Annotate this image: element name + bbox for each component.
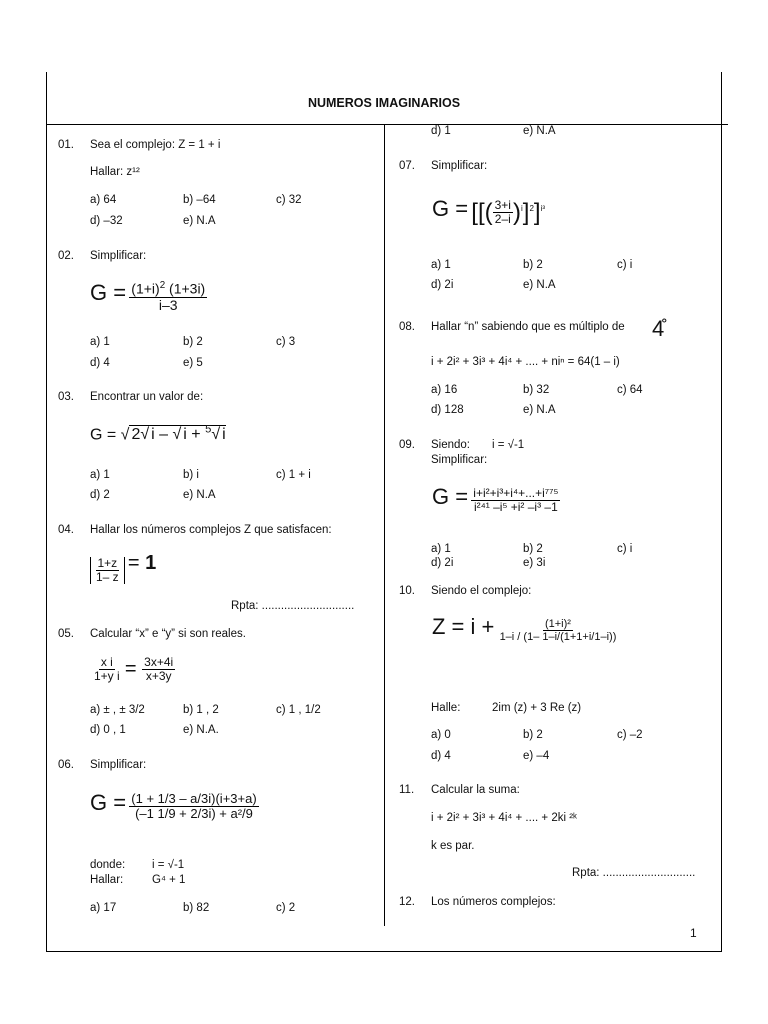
- page-title: NUMEROS IMAGINARIOS: [307, 96, 461, 110]
- page-number: 1: [690, 926, 697, 940]
- q08-number: 08.: [399, 321, 415, 333]
- q02-opt-b: b) 2: [183, 336, 203, 348]
- q01-number: 01.: [58, 139, 74, 151]
- q07-formula: G = [[( $\frac{3+i}{2-i}$ )$^i$]$^2$]$^{i^3}$: [432, 196, 546, 227]
- q10-opt-c: c) –2: [617, 729, 643, 741]
- q04-number: 04.: [58, 524, 74, 536]
- q03-opt-a: a) 1: [90, 469, 110, 481]
- column-divider: [384, 124, 385, 926]
- q02-opt-a: a) 1: [90, 336, 110, 348]
- q07-opt-e: e) N.A: [523, 279, 556, 291]
- q05-opt-b: b) 1 , 2: [183, 704, 219, 716]
- q06-opt-e: e) N.A: [523, 125, 556, 137]
- q03-formula: G = √ 2√ i – √ i + $^5$√ i: [90, 424, 226, 444]
- q05-opt-e: e) N.A.: [183, 724, 219, 736]
- q03-opt-c: c) 1 + i: [276, 469, 311, 481]
- q01-opt-d: d) –32: [90, 215, 123, 227]
- q07-opt-b: b) 2: [523, 259, 543, 271]
- q07-opt-c: c) i: [617, 259, 633, 271]
- q06-formula: G = $\frac{(1 + 1/3 - a/3i)(i+3+a)}{\text{(–1 1/9 + 2/3i) + a²/9}}$: [90, 790, 257, 822]
- q01-opt-a: a) 64: [90, 194, 117, 206]
- q09-opt-e: e) 3i: [523, 557, 546, 569]
- q01-opt-c: c) 32: [276, 194, 302, 206]
- q07-number: 07.: [399, 160, 415, 172]
- q05-opt-a: a) ± , ± 3/2: [90, 704, 145, 716]
- q06-donde-value: i = √-1: [152, 859, 185, 871]
- q05-opt-c: c) 1 , 1/2: [276, 704, 321, 716]
- q07-opt-a: a) 1: [431, 259, 451, 271]
- q02-opt-c: c) 3: [276, 336, 296, 348]
- q05-opt-d: d) 0 , 1: [90, 724, 126, 736]
- q06-hallar-value: G⁴ + 1: [152, 874, 186, 886]
- q09-opt-c: c) i: [617, 543, 633, 555]
- q01-opt-b: b) –64: [183, 194, 216, 206]
- q06-text: Simplificar:: [90, 759, 147, 771]
- q03-opt-b: b) i: [183, 469, 199, 481]
- q06-opt-c: c) 2: [276, 902, 296, 914]
- page-frame-bottom: [46, 951, 722, 952]
- q02-text: Simplificar:: [90, 250, 147, 262]
- q08-opt-d: d) 128: [431, 404, 464, 416]
- q03-opt-e: e) N.A: [183, 489, 216, 501]
- q06-number: 06.: [58, 759, 74, 771]
- q06-opt-b: b) 82: [183, 902, 210, 914]
- q05-number: 05.: [58, 628, 74, 640]
- q10-opt-b: b) 2: [523, 729, 543, 741]
- q09-number: 09.: [399, 439, 415, 451]
- q10-formula: Z = i + $\frac{\text{(1+i)²}}{1-i / (1- 1-i/(1+1+i/1-i))}$: [432, 614, 617, 644]
- q09-opt-a: a) 1: [431, 543, 451, 555]
- q09-opt-b: b) 2: [523, 543, 543, 555]
- q09-text2: Simplificar:: [431, 454, 488, 466]
- q08-expr: i + 2i² + 3i³ + 4i⁴ + .... + niⁿ = 64(1 – i): [431, 356, 620, 368]
- q07-text: Simplificar:: [431, 160, 488, 172]
- q08-opt-e: e) N.A: [523, 404, 556, 416]
- q10-opt-a: a) 0: [431, 729, 451, 741]
- q01-opt-e: e) N.A: [183, 215, 216, 227]
- q04-formula: $\frac{1+z}{1- z}$ = 1: [90, 552, 156, 584]
- q01-sub: Hallar: z¹²: [90, 166, 140, 178]
- q10-text: Siendo el complejo:: [431, 585, 532, 597]
- q09-opt-d: d) 2i: [431, 557, 454, 569]
- q02-opt-d: d) 4: [90, 357, 110, 369]
- q10-halle-label: Halle:: [431, 702, 461, 714]
- q03-opt-d: d) 2: [90, 489, 110, 501]
- q09-formula: G = $\frac{\text{i+i²+i³+i⁴+...+i⁷⁷⁵}}{\text{i²⁴¹ –i⁵ +i² –i³ –1}}$: [432, 484, 559, 515]
- q10-halle-value: 2im (z) + 3 Re (z): [492, 702, 582, 714]
- q09-text-value: i = √-1: [492, 439, 525, 451]
- q08-opt-a: a) 16: [431, 384, 458, 396]
- q04-rpta: Rpta: .............................: [231, 600, 355, 612]
- q10-opt-e: e) –4: [523, 750, 550, 762]
- q11-rpta: Rpta: .............................: [572, 867, 696, 879]
- q11-expr: i + 2i² + 3i³ + 4i⁴ + .... + 2ki ²ᵏ: [431, 812, 577, 824]
- q06-hallar-label: Hallar:: [90, 874, 124, 886]
- q11-text: Calcular la suma:: [431, 784, 520, 796]
- page-frame-right: [721, 72, 722, 952]
- q06-opt-d: d) 1: [431, 125, 451, 137]
- q06-donde-label: donde:: [90, 859, 126, 871]
- q08-text: Hallar “n” sabiendo que es múltiplo de: [431, 321, 625, 333]
- q12-number: 12.: [399, 896, 415, 908]
- q10-number: 10.: [399, 585, 415, 597]
- q06-opt-a: a) 17: [90, 902, 117, 914]
- q02-formula: G = $\frac{(1+i)^2 (1+3i)}{i-3}$: [90, 279, 206, 313]
- q02-number: 02.: [58, 250, 74, 262]
- q10-opt-d: d) 4: [431, 750, 451, 762]
- q11-condition: k es par.: [431, 840, 475, 852]
- q04-text: Hallar los números complejos Z que satisfacen:: [90, 524, 332, 536]
- q05-formula: $\frac{\text{x i}}{\text{1+y i}}$ = $\frac{3x+4i}{x+3y}$: [94, 655, 174, 684]
- q05-text: Calcular “x” e “y” si son reales.: [90, 628, 246, 640]
- q07-opt-d: d) 2i: [431, 279, 454, 291]
- q08-opt-c: c) 64: [617, 384, 643, 396]
- page-frame-left: [46, 72, 47, 952]
- q08-opt-b: b) 32: [523, 384, 550, 396]
- q12-text: Los números complejos:: [431, 896, 556, 908]
- q03-text: Encontrar un valor de:: [90, 391, 204, 403]
- q09-text: Siendo:: [431, 439, 471, 451]
- q03-number: 03.: [58, 391, 74, 403]
- q08-multiple-of-four-symbol: 4̊: [652, 316, 665, 341]
- q02-opt-e: e) 5: [183, 357, 203, 369]
- q01-text: Sea el complejo: Z = 1 + i: [90, 139, 221, 151]
- header-rule: [46, 124, 728, 125]
- q11-number: 11.: [399, 784, 415, 796]
